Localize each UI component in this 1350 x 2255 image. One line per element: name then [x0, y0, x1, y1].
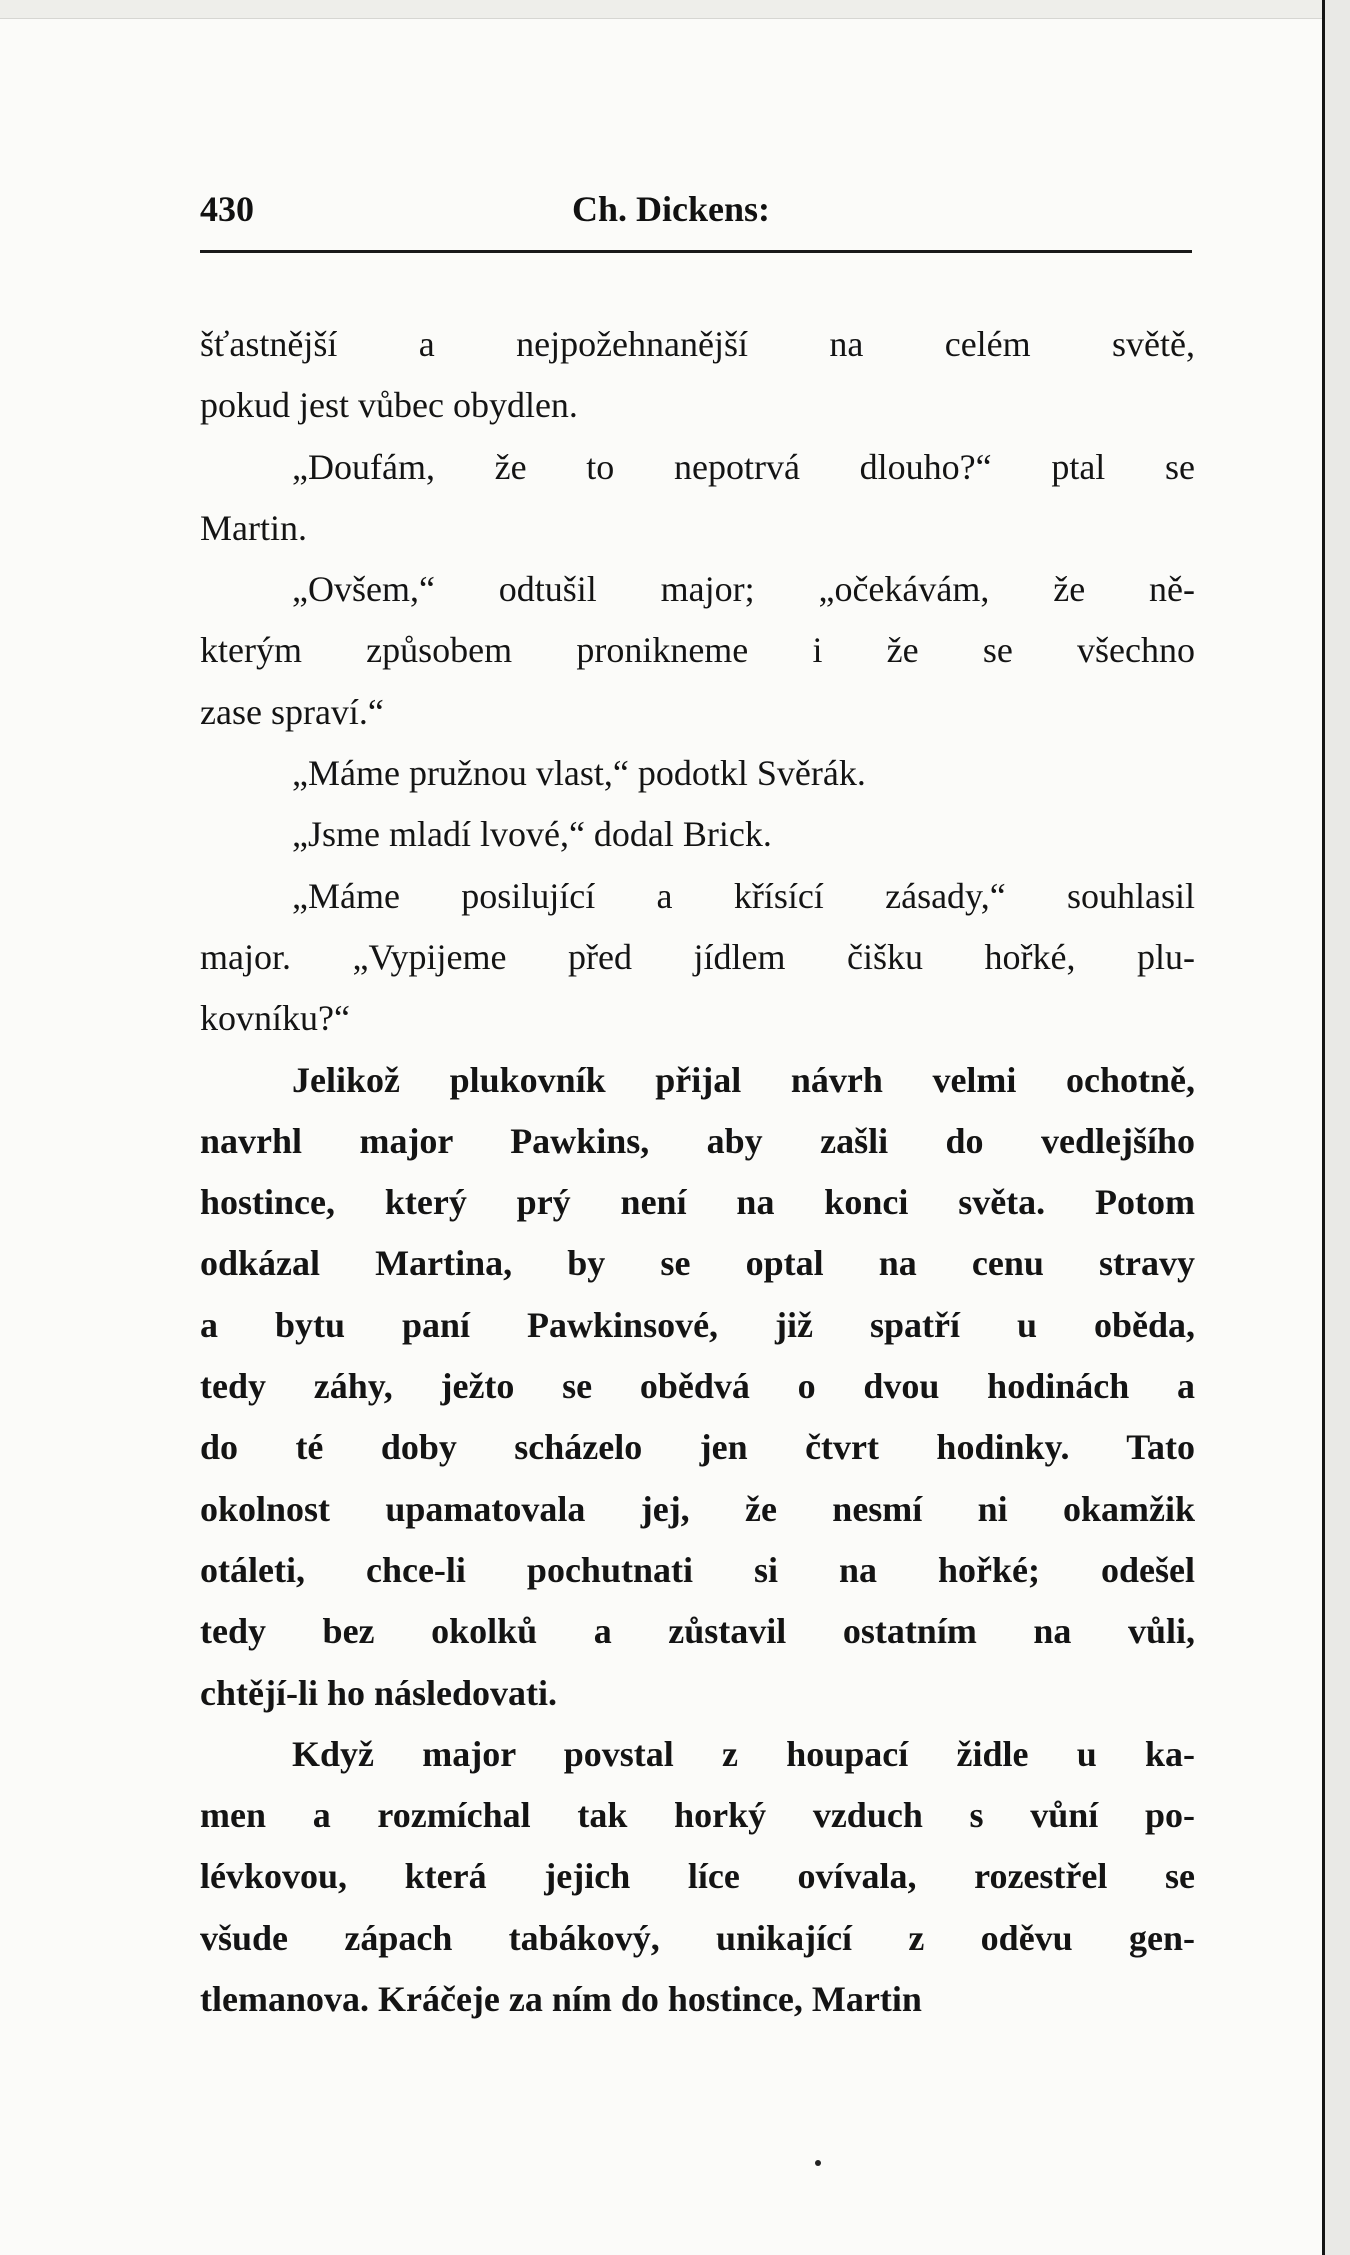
header-rule: [200, 250, 1192, 253]
body-text: [200, 314, 1195, 2030]
running-head: [200, 188, 1192, 238]
top-page-edge: [0, 0, 1322, 19]
text-line: „Jsme mladí lvové,“ dodal Brick.: [292, 814, 772, 855]
text-line: „Máme pružnou vlast,“ podotkl Svěrák.: [292, 753, 866, 794]
paragraph-mladi-lvove: [200, 804, 1195, 865]
text-line: šťastnější a nejpožehnanější na celém světě,: [200, 324, 1195, 364]
print-speck: [815, 2160, 821, 2166]
page-number: 430: [200, 189, 254, 229]
text-line: men a rozmíchal tak horký vzduch s vůní po-: [200, 1795, 1195, 1836]
paragraph-ovsem: [200, 559, 1195, 743]
paragraph-kdyz-major: [200, 1724, 1195, 2030]
text-line: Jelikož plukovník přijal návrh velmi ochotně,: [292, 1059, 1195, 1100]
right-page-edge: [1322, 0, 1350, 2255]
text-line: Martin.: [200, 507, 307, 548]
text-line: kterým způsobem pronikneme i že se všechno: [200, 630, 1195, 671]
text-line: do té doby scházelo jen čtvrt hodinky. Tato: [200, 1427, 1195, 1468]
paragraph-pruznou-vlast: [200, 743, 1195, 804]
text-line: otáleti, chce-li pochutnati si na hořké; odešel: [200, 1549, 1195, 1590]
text-line: Když major povstal z houpací židle u ka-: [292, 1733, 1195, 1774]
text-line: tedy bez okolků a zůstavil ostatním na vůli,: [200, 1611, 1195, 1652]
text-line: chtějí-li ho následovati.: [200, 1672, 557, 1713]
text-line: major. „Vypijeme před jídlem čišku hořké, plu-: [200, 936, 1195, 977]
paragraph-jelikoz: [200, 1050, 1195, 1724]
paragraph-continued: [200, 314, 1195, 437]
text-line: pokud jest vůbec obydlen.: [200, 385, 578, 426]
text-line: „Doufám, že to nepotrvá dlouho?“ ptal se: [292, 446, 1195, 487]
author-heading: Ch. Dickens:: [572, 189, 771, 229]
text-line: odkázal Martina, by se optal na cenu stravy: [200, 1243, 1195, 1284]
text-line: hostince, který prý není na konci světa. Potom: [200, 1182, 1195, 1223]
text-line: lévkovou, která jejich líce ovívala, rozestřel se: [200, 1856, 1195, 1897]
text-line: všude zápach tabákový, unikající z oděvu gen-: [200, 1917, 1195, 1958]
text-line: zase spraví.“: [200, 691, 384, 732]
text-line: navrhl major Pawkins, aby zašli do vedlejšího: [200, 1120, 1195, 1161]
text-line: kovníku?“: [200, 998, 350, 1039]
text-line: „Máme posilující a křísící zásady,“ souhlasil: [292, 875, 1195, 916]
text-line: okolnost upamatovala jej, že nesmí ni okamžik: [200, 1488, 1195, 1529]
text-line: tlemanova. Kráčeje za ním do hostince, Martin: [200, 1979, 922, 2020]
text-line: „Ovšem,“ odtušil major; „očekávám, že ně-: [292, 569, 1195, 610]
text-line: tedy záhy, ježto se obědvá o dvou hodinách a: [200, 1366, 1195, 1407]
paragraph-zasady: [200, 866, 1195, 1050]
text-line: a bytu paní Pawkinsové, již spatří u oběda,: [200, 1304, 1195, 1345]
paragraph-doufam: [200, 437, 1195, 560]
